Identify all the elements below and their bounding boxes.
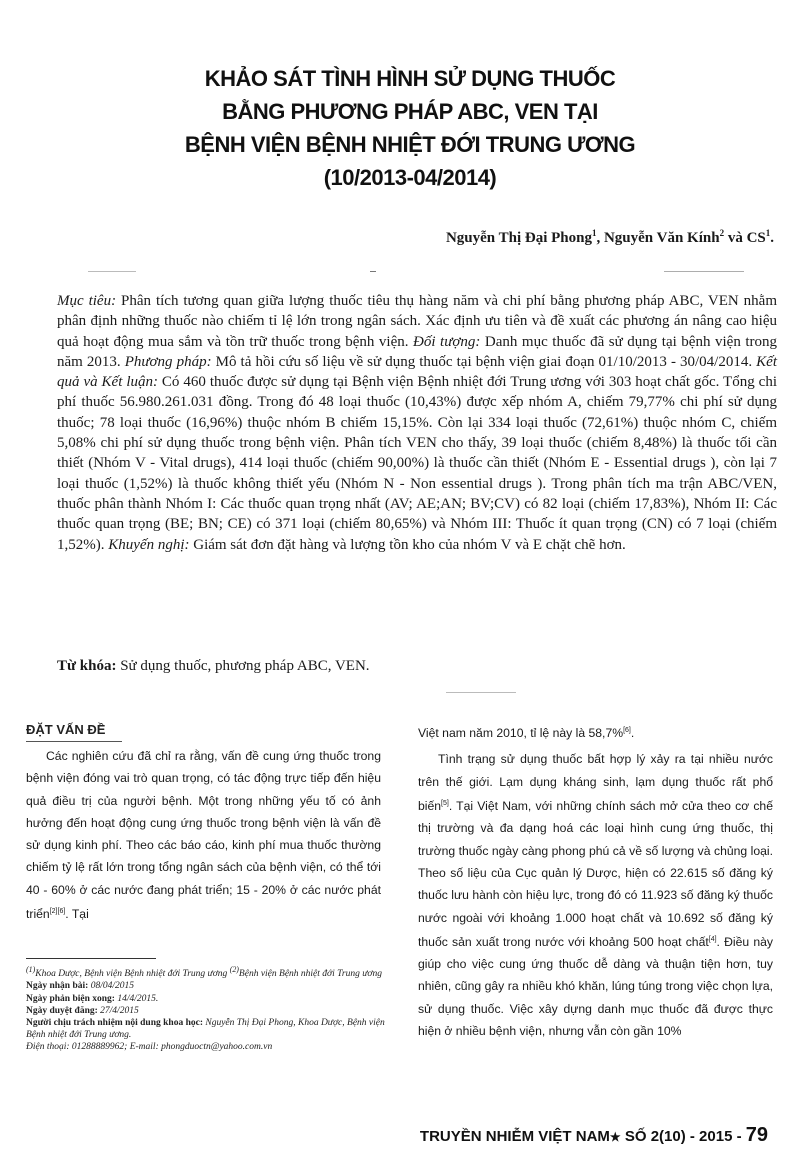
email-value: phongduoctn@yahoo.com.vn [161, 1042, 273, 1053]
issue-info: SỐ 2(10) - 2015 - [620, 1128, 746, 1145]
footnote-rule [26, 958, 156, 959]
affiliation-marker: 2 [719, 228, 725, 238]
paragraph-text: . Điều này giúp cho việc cung ứng thuốc dễ dàng và thuận tiện hơn, tuy nhiên, cũng gây ra nhiều khó khăn, lúng túng trong việc chọn lựa, sử dụng thuốc. Việc xây dựng danh mục thuốc đã được thực hiện ở nhiều bệnh viện, nhưng vẫn còn gần 10% [418, 934, 773, 1039]
paragraph-text: . Tại Việt Nam, với những chính sách mở cửa theo cơ chế thị trường và đa dạng hoá các loại hình cung ứng thuốc, thị trường thuốc ngày càng phong phú cả về số lượng và chủng loại. Theo số liệu của Cục quản lý Dược, hiện có 22.615 số đăng ký thuốc lưu hành còn hiệu lực, trong đó có 11.923 số đăng ký thuốc nước ngoài với khoảng 1.000 hoạt chất và 10.692 số đăng ký thuốc sản xuất trong nước với khoảng 500 hoạt chất [418, 799, 773, 949]
received-value: 08/04/2015 [90, 981, 134, 992]
received-date [26, 980, 386, 992]
separator-rule [664, 271, 744, 272]
page-number: 79 [745, 1124, 768, 1146]
title-line: BẰNG PHƯƠNG PHÁP ABC, VEN TẠI [222, 99, 598, 124]
title-line: (10/2013-04/2014) [323, 165, 497, 190]
separator-rule [370, 271, 376, 272]
abstract-text: Giám sát đơn đặt hàng và lượng tồn kho của nhóm V và E chặt chẽ hơn. [189, 536, 626, 553]
affiliations [26, 964, 386, 980]
title-line: BỆNH VIỆN BỆNH NHIỆT ĐỚI TRUNG ƯƠNG [184, 132, 636, 157]
citation: [6] [623, 727, 631, 734]
author-list [446, 228, 774, 247]
received-label: Ngày nhận bài: [26, 981, 91, 992]
responsible-person [26, 1017, 386, 1041]
abstract-text: Có 460 thuốc được sử dụng tại Bệnh viện Bệnh nhiệt đới Trung ương với 303 hoạt chất gốc. Tổng chi phí thuốc 56.980.261.031 đồng. Trong đó 48 loại thuốc (10,43%) được xếp nhóm A, chiếm 79,77% chi phí sử dụng thuốc; 78 loại thuốc (16,96%) thuộc nhóm B chiếm 15,15%. Còn lại 334 loại thuốc (72,61%) thuộc nhóm C, chiếm 5,08% chi phí sử dụng thuốc trong bệnh viện. Phân tích VEN cho thấy, 39 loại thuốc (chiếm 8,48%) là thuốc tối cần thiết (Nhóm V - Vital drugs), 414 loại thuốc (chiếm 90,00%) là thuốc cần thiết (Nhóm E - Essential drugs ), còn lại 7 loại thuốc (1,52%) là thuốc không thiết yếu (Nhóm N - Non essential drugs ). Trong phân tích ma trận ABC/VEN, thuốc phân thành Nhóm I: Các thuốc quan trọng nhất (AV; AE;AN; BV;CV) có 82 loại (chiếm 17,83%), Nhóm II: Các thuốc quan trọng (BE; BN; CE) có 371 loại (chiếm 80,65%) và Nhóm III: Thuốc ít quan trọng (CN) có 7 loại (chiếm 1,52%). [57, 374, 777, 553]
keywords [57, 656, 777, 676]
author-name: và CS [724, 230, 766, 246]
star-icon: ★ [609, 1130, 621, 1144]
paragraph-text: Tình trạng sử dụng thuốc bất hợp lý xảy ra tại nhiều nước trên thế giới. Lạm dụng kháng sinh, lạm dụng thuốc rất phổ biến [418, 752, 773, 814]
affiliation: Bệnh viện Bệnh nhiệt đới Trung ương [238, 969, 382, 980]
phone-label: Điện thoại: [26, 1042, 72, 1053]
affiliation: Khoa Dược, Bệnh viện Bệnh nhiệt đới Trung ương [35, 969, 230, 980]
responsible-value: Nguyễn Thị Đại Phong, Khoa Dược, Bệnh viện Bệnh nhiệt đới Trung ương. [26, 1017, 385, 1041]
abstract-text: Mô tả hồi cứu số liệu về sử dụng thuốc tại bệnh viện giai đoạn 01/10/2013 - 30/04/2014. [211, 353, 757, 370]
paragraph [418, 720, 773, 744]
section-heading: ĐẶT VẤN ĐỀ [26, 722, 106, 737]
journal-name: TRUYỀN NHIỄM VIỆT NAM [419, 1128, 610, 1145]
paragraph [26, 745, 381, 925]
approved-date [26, 1005, 386, 1017]
author-name: Nguyễn Thị Đại Phong [445, 230, 592, 246]
review-value: 14/4/2015. [117, 993, 159, 1004]
left-column [26, 745, 381, 925]
right-column [418, 720, 773, 1042]
email-label: E-mail: [129, 1042, 162, 1053]
review-date [26, 993, 386, 1005]
abstract-label: Phương pháp: [124, 353, 212, 370]
abstract-label: Khuyến nghị: [108, 536, 190, 553]
author-end: . [770, 230, 774, 246]
abstract-text: Phân tích tương quan giữa lượng thuốc tiêu thụ hàng năm và chi phí bằng phương pháp ABC, VEN nhằm phân định những thuốc nào chiếm tỉ lệ lớn trong ngân sách. Xác định ưu tiên và đề xuất các phương án nâng cao hiệu quả hoạt động mua sắm và tồn trữ thuốc trong bệnh viện. [57, 293, 777, 350]
footnotes [26, 964, 386, 1054]
separator-rule [446, 692, 516, 693]
title-line: KHẢO SÁT TÌNH HÌNH SỬ DỤNG THUỐC [204, 66, 616, 91]
paragraph-text: . [630, 726, 635, 741]
paragraph [418, 748, 773, 1042]
abstract-label: Đối tượng: [413, 333, 481, 350]
paragraph-text: . Tại [65, 907, 89, 922]
section-heading-underline [26, 741, 122, 742]
abstract-label: Mục tiêu: [57, 293, 117, 309]
article-title [120, 62, 700, 194]
review-label: Ngày phản biện xong: [26, 993, 118, 1004]
approved-value: 27/4/2015 [100, 1005, 139, 1016]
paragraph-text: Việt nam năm 2010, tỉ lệ này là 58,7% [418, 726, 624, 741]
abstract-text: Danh mục thuốc đã sử dụng tại bệnh viện trong năm 2013. [57, 333, 777, 370]
keywords-label: Từ khóa: [57, 658, 117, 674]
paragraph-text: Các nghiên cứu đã chỉ ra rằng, vấn đề cung ứng thuốc trong bệnh viện đóng vai trò quan trọng, có tác động trực tiếp đến hiệu quả điều trị của người bệnh. Một trong những yếu tố có ảnh hưởng đến hoạt động cung ứng thuốc trong bệnh viện là vấn đề sử dụng kinh phí. Theo các báo cáo, kinh phí mua thuốc thường chiếm tỷ lệ rất lớn trong tổng ngân sách của bệnh viện, có thể tới 40 - 60% ở các nước đang phát triển; 15 - 20% ở các nước phát triển [26, 749, 381, 922]
author-name: Nguyễn Văn Kính [603, 230, 720, 246]
affiliation-marker: 1 [765, 228, 771, 238]
affiliation-marker: (1) [26, 965, 36, 974]
page-footer [420, 1124, 768, 1147]
separator-rule [88, 271, 136, 272]
citation: [5] [441, 799, 449, 807]
affiliation-marker: (2) [229, 965, 239, 974]
abstract-label: Kết quả và Kết luận: [57, 353, 777, 391]
author-separator: , [596, 230, 604, 246]
responsible-label: Người chịu trách nhiệm nội dung khoa học: [26, 1017, 206, 1028]
abstract [57, 291, 777, 555]
approved-label: Ngày duyệt đăng: [26, 1005, 101, 1016]
affiliation-marker: 1 [591, 228, 597, 238]
contact [26, 1041, 386, 1053]
citation: [4] [708, 935, 717, 943]
keywords-text: Sử dụng thuốc, phương pháp ABC, VEN. [116, 658, 370, 674]
phone-value: 01288889962; [71, 1042, 130, 1053]
citation: [2][6] [49, 908, 66, 916]
